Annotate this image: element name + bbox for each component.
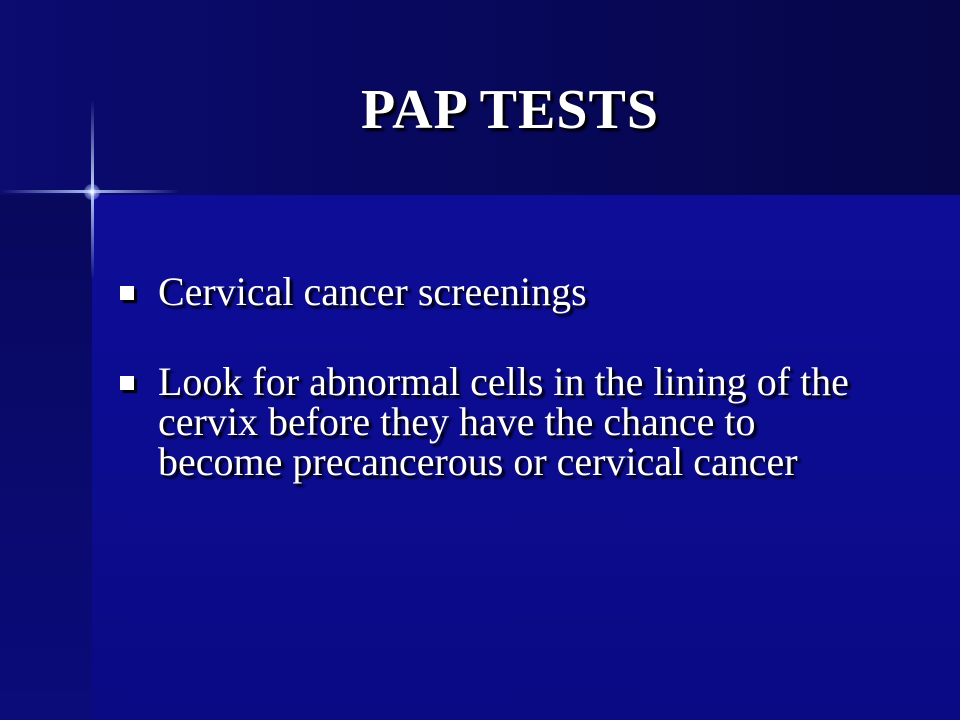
square-bullet-icon (120, 286, 134, 300)
bullet-item (120, 359, 880, 484)
slide-title: PAP TESTS (361, 79, 659, 141)
square-bullet-icon (120, 376, 134, 390)
bullet-text: Cervical cancer screenings (158, 269, 587, 314)
bullet-text: Look for abnormal cells in the lining of the cervix before they have the chance to become precancerous or cervical cancer (158, 359, 849, 484)
bullet-list (120, 269, 880, 532)
bullet-item (120, 269, 880, 314)
slide-left-band (0, 195, 92, 720)
sparkle-star-icon (84, 184, 100, 200)
